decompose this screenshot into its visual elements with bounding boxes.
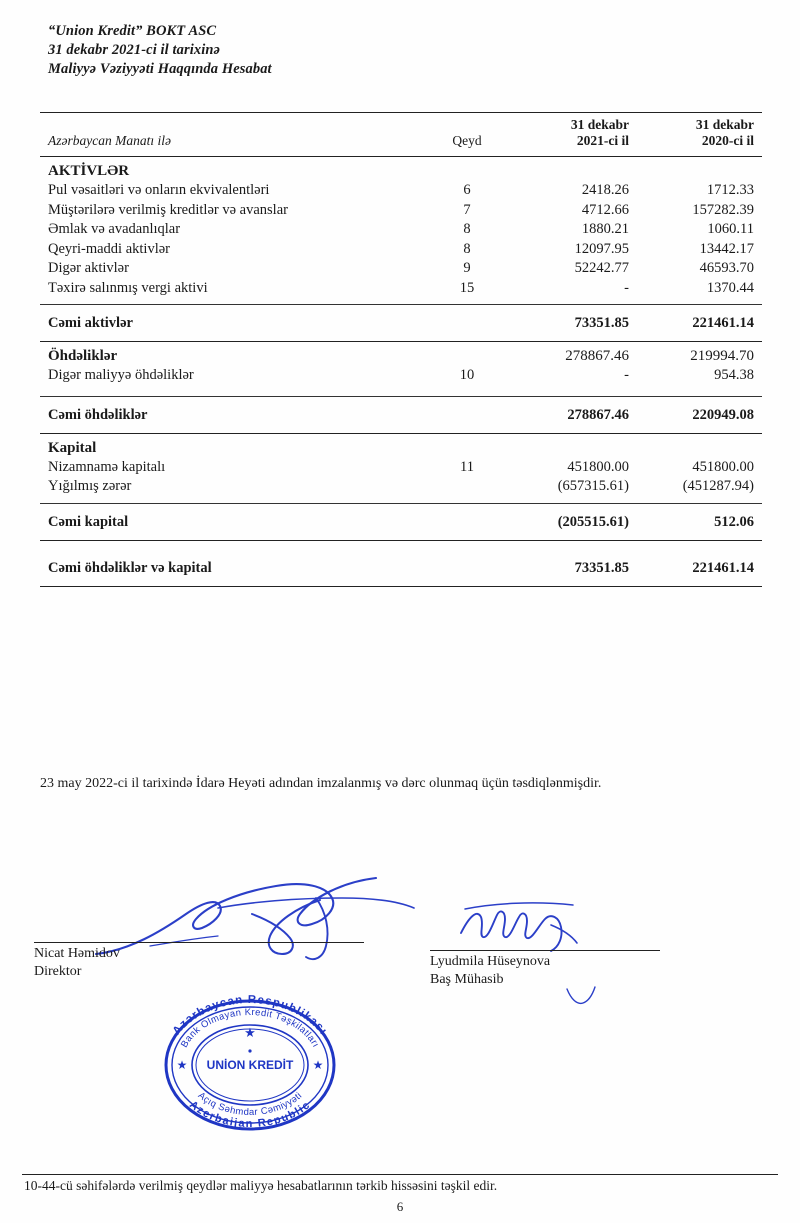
row-label: Qeyri-maddi aktivlər	[48, 240, 170, 257]
row-value-2021: 278867.46	[565, 348, 629, 364]
row-value-2021: 1880.21	[581, 221, 629, 237]
grand-total-note	[422, 540, 512, 586]
total-value-2021: 73351.85	[512, 305, 637, 342]
row-label: Yığılmış zərər	[48, 478, 132, 494]
row-value-2020: 1060.11	[707, 221, 754, 237]
grand-total-value-2021: 73351.85	[512, 540, 637, 586]
row-note: 8	[463, 221, 471, 237]
total-note	[422, 503, 512, 540]
total-value-2020: 221461.14	[637, 305, 762, 342]
total-row-assets	[40, 305, 762, 342]
stamp-inner-bottom-text: Açıq Səhmdar Cəmiyyəti	[195, 1090, 305, 1119]
row-value-2021: 2418.26	[581, 182, 629, 198]
row-label: Əmlak və avadanlıqlar	[48, 221, 181, 237]
svg-text:★: ★	[312, 1058, 324, 1072]
total-note	[422, 396, 512, 433]
row-value-2020: (451287.94)	[682, 478, 754, 494]
section-title-assets: AKTİVLƏR	[48, 163, 130, 179]
stamp-center-text: UNİON KREDİT	[206, 1058, 294, 1072]
header-company: “Union Kredit” BOKT ASC	[48, 23, 217, 39]
svg-text:★: ★	[176, 1058, 188, 1072]
row-value-2021: 52242.77	[574, 260, 629, 276]
total-row-equity	[40, 503, 762, 540]
row-label: Müştərilərə verilmiş kreditlər və avanslar	[48, 201, 288, 218]
approval-note: 23 may 2022-ci il tarixində İdarə Heyəti adından imzalanmış və dərc olunmaq üçün təsdiqlənmişdir.	[40, 776, 602, 791]
total-value-2021: (205515.61)	[512, 503, 637, 540]
section-title-equity: Kapital	[48, 439, 97, 456]
row-note	[422, 342, 512, 367]
row-label: Təxirə salınmış vergi aktivi	[48, 279, 208, 296]
section-title-row	[40, 157, 762, 182]
official-stamp	[152, 993, 348, 1133]
row-note: 9	[463, 260, 471, 276]
signatory-name-left: Nicat Həmidov	[34, 946, 120, 961]
signature-line-left	[34, 942, 364, 943]
section-title-row	[40, 433, 762, 458]
row-value-2021: 451800.00	[567, 458, 629, 475]
signatory-title-left: Direktor	[34, 964, 82, 979]
table-header-row	[40, 113, 762, 157]
signature-block-left	[34, 945, 120, 981]
row-note: 6	[463, 182, 471, 198]
row-value-2021: -	[624, 367, 629, 383]
row-value-2020: 1370.44	[706, 279, 754, 296]
year1-line2: 2021-ci il	[576, 133, 629, 148]
total-row-liabilities	[40, 396, 762, 433]
table-row	[40, 279, 762, 299]
table-row	[40, 477, 762, 497]
financial-statement-table	[40, 112, 762, 587]
grand-total-value-2020: 221461.14	[637, 540, 762, 586]
column-header-label: Azərbaycan Manatı ilə	[40, 113, 422, 157]
section-divider	[40, 386, 762, 397]
row-label: Pul vəsaitləri və onların ekvivalentləri	[48, 182, 270, 198]
table-row	[40, 181, 762, 201]
signature-line-right	[430, 950, 660, 951]
header-statement-title: Maliyyə Vəziyyəti Haqqında Hesabat	[48, 61, 272, 77]
row-note: 11	[460, 458, 474, 475]
document-header	[48, 22, 748, 79]
svg-text:★: ★	[244, 1025, 256, 1040]
row-label: Nizamnamə kapitalı	[48, 458, 166, 475]
total-label: Cəmi kapital	[40, 503, 422, 540]
row-value-2020: 157282.39	[692, 201, 754, 218]
row-value-2021: 4712.66	[581, 201, 629, 218]
column-header-year-2021	[512, 113, 637, 157]
footer-divider	[22, 1174, 778, 1175]
row-value-2021: 12097.95	[574, 240, 629, 257]
section-title-liabilities: Öhdəliklər	[48, 348, 118, 364]
row-value-2020: 13442.17	[699, 240, 754, 257]
signature-mark-left	[90, 862, 420, 962]
signature-block-right	[430, 953, 550, 989]
stamp-outer-bottom-text: Azerbaijan Republic	[186, 1098, 314, 1131]
row-value-2021: -	[624, 279, 629, 296]
page-number: 6	[396, 1199, 404, 1214]
signatory-name-right: Lyudmila Hüseynova	[430, 954, 551, 969]
table-row	[40, 366, 762, 386]
total-value-2021: 278867.46	[512, 396, 637, 433]
footer-note: 10-44-cü səhifələrdə verilmiş qeydlər maliyyə hesabatlarının tərkib hissəsini təşkil edir.	[24, 1178, 498, 1193]
row-value-2020: 1712.33	[706, 182, 754, 198]
signatory-title-right: Baş Mühasib	[430, 972, 504, 987]
stamp-outer-top-text: Azərbaycan Respublikası	[170, 993, 330, 1038]
stamp-inner-top-text: Bank Olmayan Kredit Təşkilatları	[178, 1006, 322, 1050]
row-label: Digər aktivlər	[48, 260, 129, 276]
signature-mark-right	[455, 895, 585, 955]
row-value-2020: 954.38	[714, 367, 754, 383]
year2-line2: 2020-ci il	[701, 133, 754, 148]
row-value-2020: 219994.70	[690, 348, 754, 364]
row-value-2021: (657315.61)	[557, 478, 629, 494]
grand-total-label: Cəmi öhdəliklər və kapital	[40, 540, 422, 586]
table-row	[40, 201, 762, 221]
column-header-year-2020	[637, 113, 762, 157]
year2-line1: 31 dekabr	[695, 117, 754, 132]
total-label: Cəmi öhdəliklər	[40, 396, 422, 433]
row-value-2020: 451800.00	[692, 458, 754, 475]
total-value-2020: 512.06	[637, 503, 762, 540]
section-title-row	[40, 342, 762, 367]
table-row	[40, 259, 762, 279]
row-label: Digər maliyyə öhdəliklər	[48, 367, 194, 383]
row-note: 10	[459, 367, 475, 383]
table-row	[40, 240, 762, 260]
table-row	[40, 458, 762, 478]
row-value-2020: 46593.70	[699, 260, 754, 276]
header-date: 31 dekabr 2021-ci il tarixinə	[48, 42, 221, 58]
column-header-note: Qeyd	[422, 113, 512, 157]
year1-line1: 31 dekabr	[570, 117, 629, 132]
table-row	[40, 220, 762, 240]
row-note	[422, 477, 512, 497]
total-row-liabilities-and-equity	[40, 540, 762, 586]
row-note: 15	[459, 279, 475, 296]
signature-tick-mark	[565, 985, 601, 1009]
total-note	[422, 305, 512, 342]
row-note: 7	[463, 201, 471, 218]
total-label: Cəmi aktivlər	[40, 305, 422, 342]
row-note: 8	[463, 240, 471, 257]
total-value-2020: 220949.08	[637, 396, 762, 433]
